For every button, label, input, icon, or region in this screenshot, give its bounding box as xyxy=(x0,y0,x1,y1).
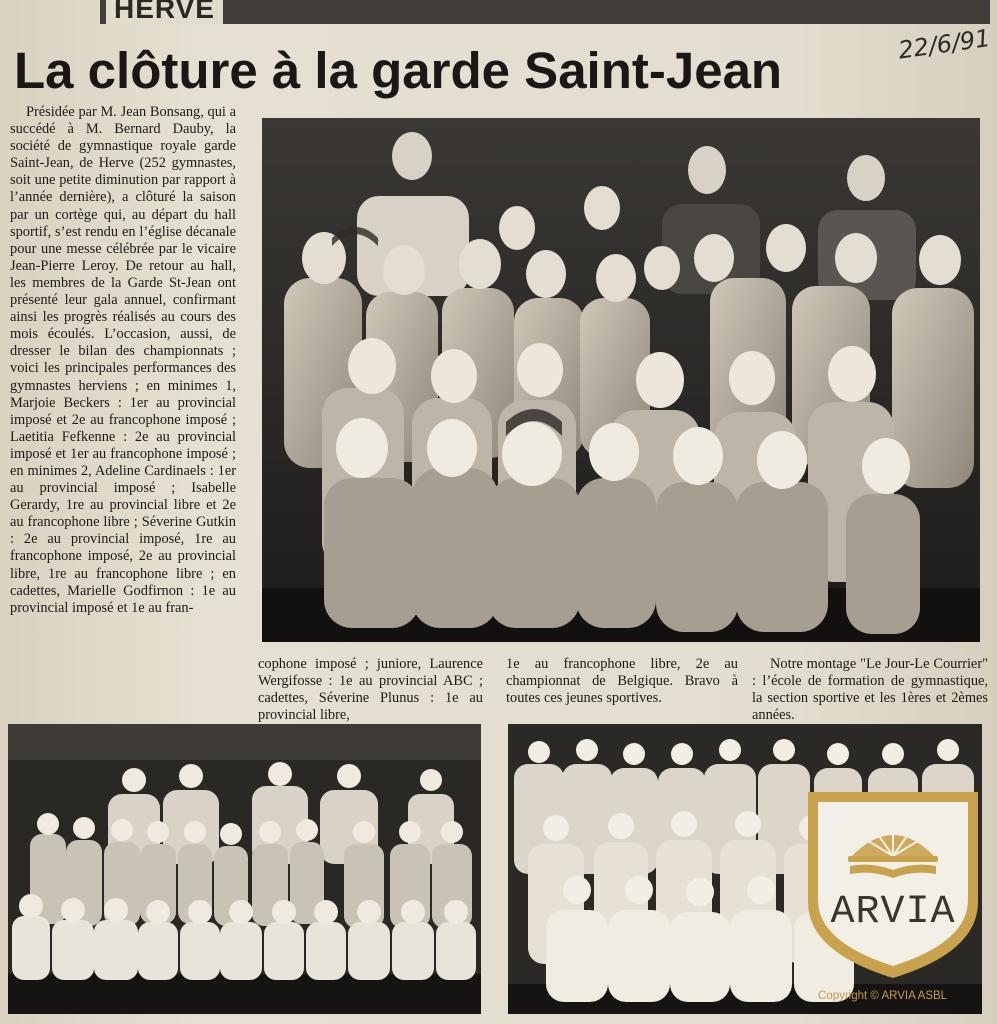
gymnasts-group-photo xyxy=(262,118,980,642)
article-column-3: 1e au francophone libre, 2e au championnat de Belgique. Bravo à toutes ces jeunes sportives. xyxy=(506,656,738,707)
section-bar xyxy=(100,0,990,24)
article-column-2: cophone imposé ; juniore, Laurence Wergifosse : 1e au provincial ABC ; cadettes, Séverine Plunus : 1e au provincial libre, xyxy=(258,656,483,724)
handwritten-date: 22/6/91 xyxy=(896,23,993,65)
section-label: HERVE xyxy=(106,0,223,24)
copyright-notice: Copyright © ARVIA ASBL xyxy=(818,990,948,1002)
logo-text: ARVIA xyxy=(830,890,956,935)
photo-caption: Notre montage "Le Jour-Le Courrier" : l’école de formation de gymnastique, la section sportive et les 1ères et 2èmes années. xyxy=(752,656,988,724)
training-school-photo xyxy=(8,724,481,1014)
headline: La clôture à la garde Saint-Jean xyxy=(14,42,783,99)
arvia-logo-watermark xyxy=(800,784,986,982)
article-column-main: Présidée par M. Jean Bonsang, qui a succédé à M. Bernard Dauby, la société de gymnastique royale garde Saint-Jean, de Herve (252 gymnastes, soit une petite diminution par rapport à l’année dernière), a clôturé la saison par un cortège qui, au départ du hall sportif, s’est rendu en l’église décanale pour une messe célébrée par le vicaire Jean-Pierre Leroy. De retour au hall, les membres de la Garde St-Jean ont présenté leur gala annuel, confirmant ainsi les progrès réalisés au cours des mois écoulés. L’occasion, aussi, de dresser le bilan des championnats ; voici les principales performances des gymnastes herviens ; en minimes 1, Marjoie Beckers : 1er au provincial imposé et 2e au francophone imposé ; Laetitia Fefkenne : 2e au provincial imposé et 1er au francophone imposé ; en minimes 2, Adeline Cardinaels : 1er au provincial imposé ; Isabelle Gerardy, 1re au provincial libre et 2e au francophone libre ; Séverine Gutkin : 2e au provincial imposé, 1re au francophone imposé, 2e au provincial libre, 1re au francophone libre ; en cadettes, Marielle Godfirnon : 1e au provincial imposé et 1e au fran- xyxy=(10,104,236,616)
